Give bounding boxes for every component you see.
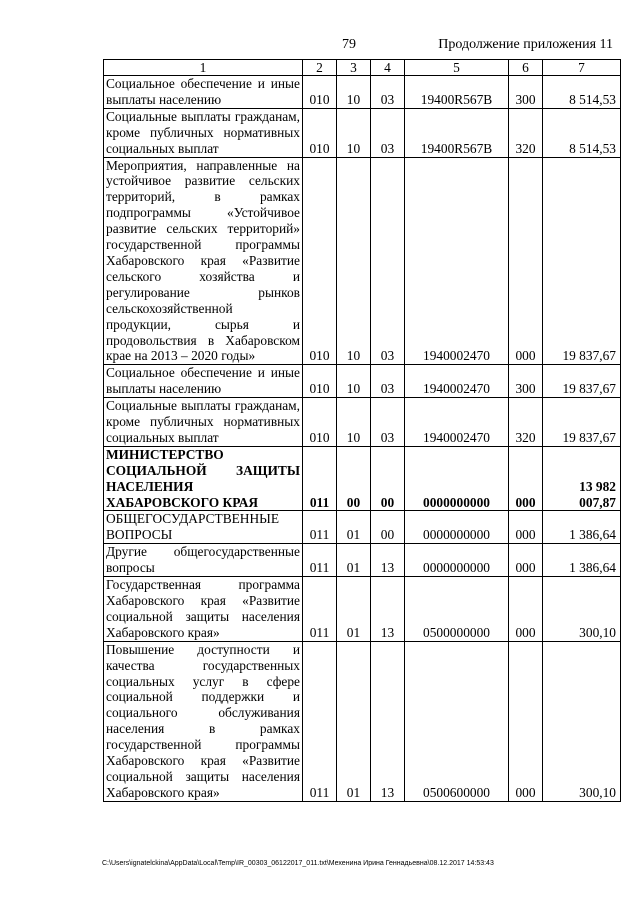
row-value-cell: 1940002470	[405, 157, 509, 365]
row-value-cell: 19400R567B	[405, 108, 509, 157]
row-value-cell: 1940002470	[405, 398, 509, 447]
table-row	[104, 157, 621, 365]
row-value-cell: 13	[371, 641, 405, 801]
row-value-cell: 13	[371, 577, 405, 642]
row-value-cell: 10	[337, 365, 371, 398]
row-value-cell: 19 837,67	[543, 157, 621, 365]
row-name-cell: Социальное обеспечение и иные выплаты населению	[104, 365, 303, 398]
row-value-cell: 8 514,53	[543, 108, 621, 157]
row-value-cell: 010	[303, 76, 337, 109]
row-value-cell: 19400R567B	[405, 76, 509, 109]
row-value-cell: 19 837,67	[543, 365, 621, 398]
row-value-cell: 03	[371, 365, 405, 398]
row-value-cell: 011	[303, 577, 337, 642]
table-row	[104, 577, 621, 642]
row-value-cell: 300,10	[543, 641, 621, 801]
budget-table	[103, 59, 621, 802]
row-value-cell: 320	[509, 398, 543, 447]
row-value-cell: 000	[509, 157, 543, 365]
row-value-cell: 320	[509, 108, 543, 157]
table-row	[104, 641, 621, 801]
col-header: 2	[303, 60, 337, 76]
row-value-cell: 010	[303, 108, 337, 157]
row-name-cell: МИНИСТЕРСТВО СОЦИАЛЬНОЙ ЗАЩИТЫ НАСЕЛЕНИЯ ХАБАРОВСКОГО КРАЯ	[104, 446, 303, 511]
row-value-cell: 10	[337, 108, 371, 157]
row-value-cell: 01	[337, 511, 371, 544]
row-value-cell: 010	[303, 157, 337, 365]
row-value-cell: 0000000000	[405, 511, 509, 544]
col-header: 6	[509, 60, 543, 76]
col-header: 7	[543, 60, 621, 76]
row-value-cell: 000	[509, 446, 543, 511]
row-value-cell: 300,10	[543, 577, 621, 642]
row-value-cell: 03	[371, 108, 405, 157]
row-name-cell: Мероприятия, направленные на устойчивое развитие сельских территорий, в рамках подпрограммы «Устойчивое развитие сельских территорий» государственной программы Хабаровского края «Развитие сельского хозяйства и регулирование рынков сельскохозяйственной продукции, сырья и продовольствия в Хабаровском крае на 2013 – 2020 годы»	[104, 157, 303, 365]
table-row	[104, 544, 621, 577]
row-value-cell: 19 837,67	[543, 398, 621, 447]
row-value-cell: 0500000000	[405, 577, 509, 642]
row-value-cell: 000	[509, 577, 543, 642]
row-value-cell: 010	[303, 398, 337, 447]
row-value-cell: 00	[371, 511, 405, 544]
table-row	[104, 398, 621, 447]
continuation-label: Продолжение приложения 11	[438, 37, 613, 52]
row-value-cell: 1 386,64	[543, 544, 621, 577]
row-value-cell: 011	[303, 511, 337, 544]
row-value-cell: 00	[371, 446, 405, 511]
row-value-cell: 10	[337, 398, 371, 447]
row-value-cell: 03	[371, 76, 405, 109]
col-header: 4	[371, 60, 405, 76]
row-value-cell: 00	[337, 446, 371, 511]
row-value-cell: 03	[371, 157, 405, 365]
row-value-cell: 000	[509, 511, 543, 544]
row-name-cell: Другие общегосударственные вопросы	[104, 544, 303, 577]
row-value-cell: 011	[303, 446, 337, 511]
page-number: 79	[342, 37, 356, 52]
row-value-cell: 10	[337, 157, 371, 365]
row-value-cell: 10	[337, 76, 371, 109]
table-row	[104, 76, 621, 109]
col-header: 1	[104, 60, 303, 76]
row-value-cell: 01	[337, 544, 371, 577]
row-value-cell: 011	[303, 641, 337, 801]
row-value-cell: 13	[371, 544, 405, 577]
col-header: 5	[405, 60, 509, 76]
row-value-cell: 300	[509, 76, 543, 109]
row-name-cell: Повышение доступности и качества государственных социальных услуг в сфере социальной поддержки и социального обслуживания населения в рамках государственной программы Хабаровского края «Развитие социальной защиты населения Хабаровского края»	[104, 641, 303, 801]
row-value-cell: 000	[509, 641, 543, 801]
row-value-cell: 01	[337, 641, 371, 801]
row-value-cell: 011	[303, 544, 337, 577]
row-value-cell: 1 386,64	[543, 511, 621, 544]
row-name-cell: Социальные выплаты гражданам, кроме публичных нормативных социальных выплат	[104, 108, 303, 157]
row-value-cell: 300	[509, 365, 543, 398]
row-name-cell: ОБЩЕГОСУДАРСТВЕННЫЕ ВОПРОСЫ	[104, 511, 303, 544]
table-row	[104, 108, 621, 157]
row-value-cell: 01	[337, 577, 371, 642]
row-name-cell: Социальные выплаты гражданам, кроме публичных нормативных социальных выплат	[104, 398, 303, 447]
col-header: 3	[337, 60, 371, 76]
row-value-cell: 1940002470	[405, 365, 509, 398]
table-row	[104, 511, 621, 544]
table-row	[104, 365, 621, 398]
row-value-cell: 010	[303, 365, 337, 398]
row-value-cell: 0000000000	[405, 446, 509, 511]
row-value-cell: 000	[509, 544, 543, 577]
row-value-cell: 03	[371, 398, 405, 447]
row-value-cell: 8 514,53	[543, 76, 621, 109]
row-value-cell: 0500600000	[405, 641, 509, 801]
row-value-cell: 0000000000	[405, 544, 509, 577]
table-row	[104, 446, 621, 511]
row-name-cell: Государственная программа Хабаровского края «Развитие социальной защиты населения Хабаровского края»	[104, 577, 303, 642]
row-name-cell: Социальное обеспечение и иные выплаты населению	[104, 76, 303, 109]
file-path-footer: C:\Users\ignatelckina\AppData\Local\Temp\IR_00303_06122017_011.txt\Мехенина Ирина Геннадьевна\08.12.2017 14:53:43	[102, 860, 494, 867]
row-value-cell: 13 982 007,87	[543, 446, 621, 511]
header-row	[104, 60, 621, 76]
